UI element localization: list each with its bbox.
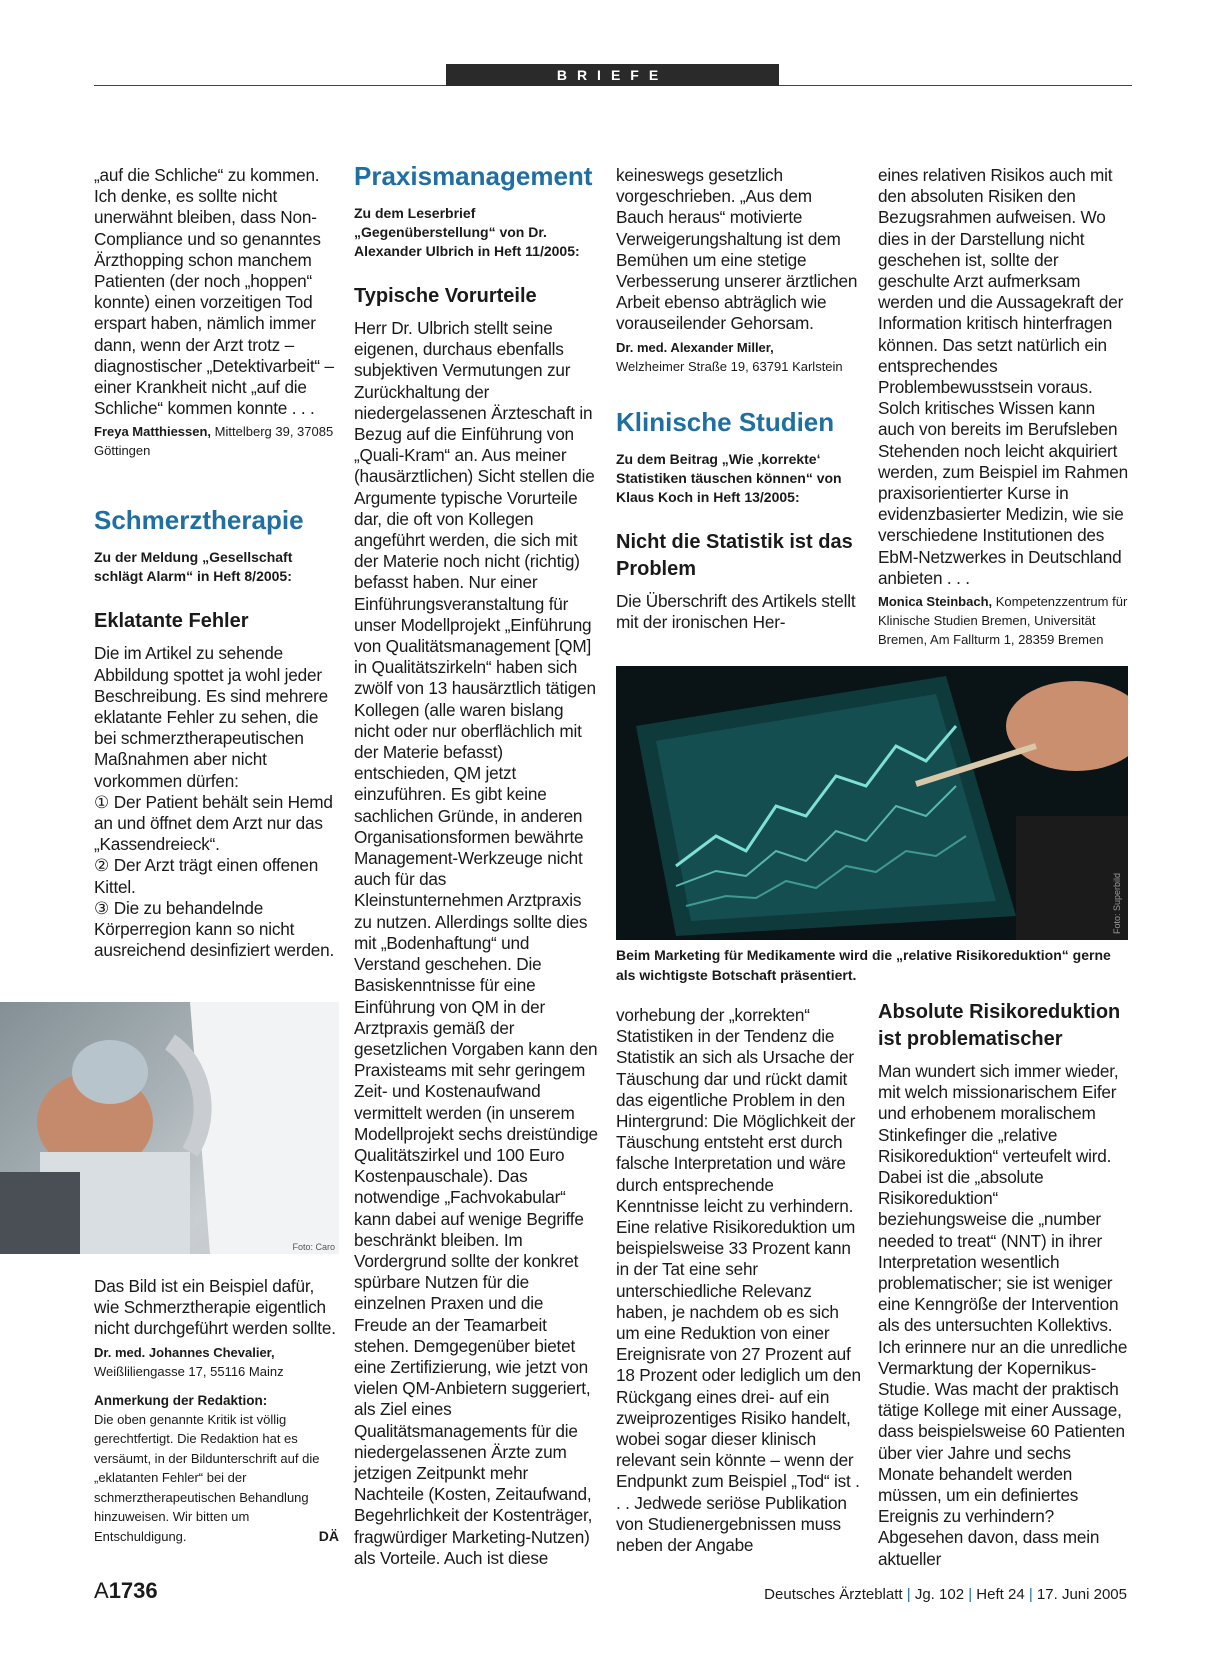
column-3 [616, 165, 861, 633]
photo-marketing-monitor [616, 666, 1128, 940]
col4-signature [878, 592, 1128, 649]
col1-top-sig-name: Freya Matthiessen, [94, 424, 212, 440]
editor-note-text: Die oben genannte Kritik ist völlig gerechtfertigt. Die Redaktion hat es versäumt, in der Bildunterschrift auf die „eklatanten Fehler“ bei der schmerztherapeutischen Behandlung hinzuweisen. Wir bitten um Entschuldigung. [94, 1411, 320, 1544]
col1-body: Die im Artikel zu sehende Abbildung spottet ja wohl jeder Beschreibung. Es sind mehrere eklatante Fehler zu sehen, die bei schmerztherapeutischen Maßnahmen aber nicht vorkommen dürfen: [94, 643, 328, 791]
column-4 [878, 165, 1128, 649]
col3-body: Die Überschrift des Artikels stellt mit der ironischen Her- [616, 590, 856, 632]
col1-intro: Zu der Meldung „Gesellschaft schlägt Alarm“ in Heft 8/2005: [94, 549, 293, 585]
page-prefix: A [94, 1578, 109, 1603]
col4-sig-name: Monica Steinbach, [878, 594, 993, 610]
column-2 [354, 160, 599, 1569]
col3-subhead: Nicht die Statistik ist das Problem [616, 530, 853, 580]
column-1-bottom [94, 1276, 339, 1546]
col1-after-photo: Das Bild ist ein Beispiel dafür, wie Schmerztherapie eigentlich nicht durchgeführt werden sollte. [94, 1276, 336, 1339]
col2-body: Herr Dr. Ulbrich stellt seine eigenen, durchaus ebenfalls subjektiven Vermutungen zur Zurückhaltung der niedergelassenen Ärzteschaft in Bezug auf die Einführung von „Quali-Kram“ an. Aus meiner (hausärztlichen) Sicht stellen die Argumente typische Vorurteile dar, die oft von Kollegen angeführt werden, die sich mit der Materie noch nicht (richtig) befasst haben. Nur einer Einführungsveranstaltung für unser Modellprojekt „Einführung von Qualitätsmanagement [QM] in Qualitätszirkeln“ haben sich zwölf von 13 hausärztlich tätigen Kollegen (alle waren bislang nicht oder nur oberflächlich mit der Materie befasst) entschieden, QM jetzt einzuführen. Es gibt keine sachlichen Gründe, in anderen Organisationsformen bewährte Management-Werkzeuge nicht auch für das Kleinstunternehmen Arztpraxis zu nutzen. Allerdings sollte dies mit „Bodenhaftung“ und Verstand geschehen. Die Basiskenntnisse für eine Einführung von QM in der Arztpraxis gemäß der gesetzlichen Vorgaben kann den Praxisteams mit sehr geringem Zeit- und Kostenaufwand vermittelt werden (in unserem Modellprojekt sechs dreistündige Qualitätszirkel und 100 Euro Kostenpauschale). Das notwendige „Fachvokabular“ kann dabei auf wenige Begriffe beschränkt bleiben. Im Vordergrund sollte der konkret spürbare Nutzen für die einzelnen Praxen und die Freude an der Teamarbeit stehen. Demgegenüber bietet eine Zertifizierung, wie jetzt von vielen QM-Anbietern suggeriert, als Ziel eines Qualitätsmanagements für die niedergelassenen Ärzte zum jetzigen Zeitpunkt mehr Nachteile (Kosten, Zeitaufwand, Begehrlichkeit der Kostenträger, fragwürdiger Marketing-Nutzen) als Vorteile. Auch ist diese [354, 318, 598, 1568]
journal-volume: Jg. 102 [914, 1586, 965, 1603]
photo-marketing-graphic [616, 666, 1128, 940]
col1-signature [94, 1343, 339, 1381]
editor-note-heading: Anmerkung der Redaktion: [94, 1392, 268, 1408]
figure-caption: Beim Marketing für Medikamente wird die „relative Risikoreduktion“ gerne als wichtigste Botschaft präsentiert. [616, 947, 1111, 983]
section-heading-schmerztherapie: Schmerztherapie [94, 505, 304, 536]
photo-credit-caro: Foto: Caro [292, 1242, 335, 1252]
col3-top-text: keineswegs gesetzlich vorgeschrieben. „Aus dem Bauch heraus“ motivierte Verweigerungshaltung ist dem Bemühen um eine stetige Verbesserung unserer ärztlichen Arbeit ebenso abträglich wie vorauseilender Gehorsam. [616, 165, 858, 334]
col4-body: Man wundert sich immer wieder, mit welch missionarischem Eifer und erhobenem moralischem Stinkefinger die „relative Risikoreduktion“ verteufelt wird. Dabei ist die „absolute Risikoreduktion“ beziehungsweise die „number needed to treat“ (NNT) in ihrer Interpretation wesentlich problematischer; sie ist weniger eine Kenngröße der Intervention als des untersuchten Kollektivs. Ich erinnere nur an die unredliche Vermarktung der Kopernikus-Studie. Was macht der praktisch tätige Kollege mit einer Aussage, dass beispielsweise 60 Patienten über vier Jahre und sechs Monate behandelt werden müssen, um ein definiertes Ereignis zu verhindern? Abgesehen davon, dass mein aktueller [878, 1061, 1128, 1569]
photo-schmerztherapie [0, 1002, 339, 1254]
col1-top-sig-address: Mittelberg 39, 37085 Göttingen [94, 424, 334, 459]
editor-note [94, 1410, 339, 1547]
col3-signature [616, 338, 861, 376]
col3-sig-name: Dr. med. Alexander Miller, [616, 339, 774, 355]
section-heading-praxismanagement: Praxismanagement [354, 161, 593, 191]
column-4-bottom [878, 999, 1128, 1570]
photo-credit-superbild: Foto: Superbild [1112, 872, 1122, 934]
col3-sig-address: Welzheimer Straße 19, 63791 Karlstein [616, 358, 843, 374]
section-label: BRIEFE [446, 64, 779, 86]
journal-date: 17. Juni 2005 [1036, 1586, 1127, 1603]
column-3-bottom [616, 1005, 861, 1556]
photo-schmerztherapie-graphic [0, 1002, 339, 1254]
col2-subhead: Typische Vorurteile [354, 285, 537, 307]
col4-subhead: Absolute Risikoreduktion ist problematischer [878, 1001, 1121, 1050]
col1-item-1: ① Der Patient behält sein Hemd an und öffnet dem Arzt nur das „Kassendreieck“. [94, 791, 333, 855]
col3-bottom-text: vorhebung der „korrekten“ Statistiken in der Tendenz die Statistik an sich als Ursache der Täuschung dar und rückt damit das eigentliche Problem in den Hintergrund: Die Möglichkeit der Täuschung entsteht erst durch falsche Interpretation und wäre durch entsprechende Kenntnisse leicht zu verhindern. Eine relative Risikoreduktion um beispielsweise 33 Prozent kann in der Tat eine sehr unterschiedliche Relevanz haben, je nachdem ob es sich um eine Reduktion von einer Ereignisrate von 27 Prozent auf 18 Prozent oder lediglich um den Rückgang eines drei- auf ein zweiprozentiges Risiko handelt, wobei sogar dieser klinisch relevant sein könnte – wenn der Endpunkt zum Beispiel „Tod“ ist . . . Jedwede seriöse Publikation von Studienergebnissen muss neben der Angabe [616, 1005, 861, 1556]
col1-top-signature [94, 422, 339, 460]
column-1 [94, 165, 339, 961]
journal-name: Deutsches Ärzteblatt [764, 1586, 903, 1603]
col4-top-text: eines relativen Risikos auch mit den absoluten Risiken den Bezugsrahmen aufweisen. Wo dies in der Darstellung nicht geschehen ist, sollte der geschulte Arzt aufmerksam werden und die Aussagekraft der Information kritisch hinterfragen können. Das setzt natürlich ein entsprechendes Problembewusstsein voraus. Solch kritisches Wissen kann auch von bereits im Berufsleben Stehenden noch leicht akquiriert werden, zum Beispiel im Rahmen praxisorientierter Kurse in evidenzbasierter Medizin, wie sie verschiedene Institutionen des EbM-Netzwerkes in Deutschland anbieten . . . [878, 165, 1129, 588]
editor-note-sign: DÄ [318, 1527, 339, 1544]
col3-intro: Zu dem Beitrag „Wie ‚korrekte‘ Statistiken täuschen können“ von Klaus Koch in Heft 13/2005: [616, 450, 842, 505]
col1-top-text: „auf die Schliche“ zu kommen. Ich denke, es sollte nicht unerwähnt bleiben, dass Non-Compliance und so genanntes Ärzthopping schon manchem Patienten (der noch „hoppen“ konnte) einen vorzeitigen Tod erspart haben, nämlich immer dann, wenn der Arzt trotz – diagnostischer „Detektivarbeit“ – einer Krankheit nicht „auf die Schliche“ kommen konnte . . . [94, 165, 334, 419]
journal-footer: Deutsches Ärzteblatt | Jg. 102 | Heft 24 | 17. Juni 2005 [764, 1586, 1127, 1603]
col1-sig-name: Dr. med. Johannes Chevalier, [94, 1344, 275, 1360]
col1-item-2: ② Der Arzt trägt einen offenen Kittel. [94, 855, 319, 897]
page-number-value: 1736 [108, 1578, 158, 1603]
col1-sig-address: Weißliliengasse 17, 55116 Mainz [94, 1363, 284, 1379]
journal-issue: Heft 24 [976, 1586, 1025, 1603]
page-number [94, 1578, 158, 1604]
col4-sig-address: Kompetenzzentrum für Klinische Studien Bremen, Universität Bremen, Am Fallturm 1, 28359 Bremen [878, 594, 1128, 648]
section-heading-klinische-studien: Klinische Studien [616, 406, 835, 437]
col1-subhead: Eklatante Fehler [94, 610, 249, 633]
col1-item-3: ③ Die zu behandelnde Körperregion kann so nicht ausreichend desinfiziert werden. [94, 897, 335, 961]
col2-intro: Zu dem Leserbrief „Gegenüberstellung“ von Dr. Alexander Ulbrich in Heft 11/2005: [354, 205, 580, 259]
